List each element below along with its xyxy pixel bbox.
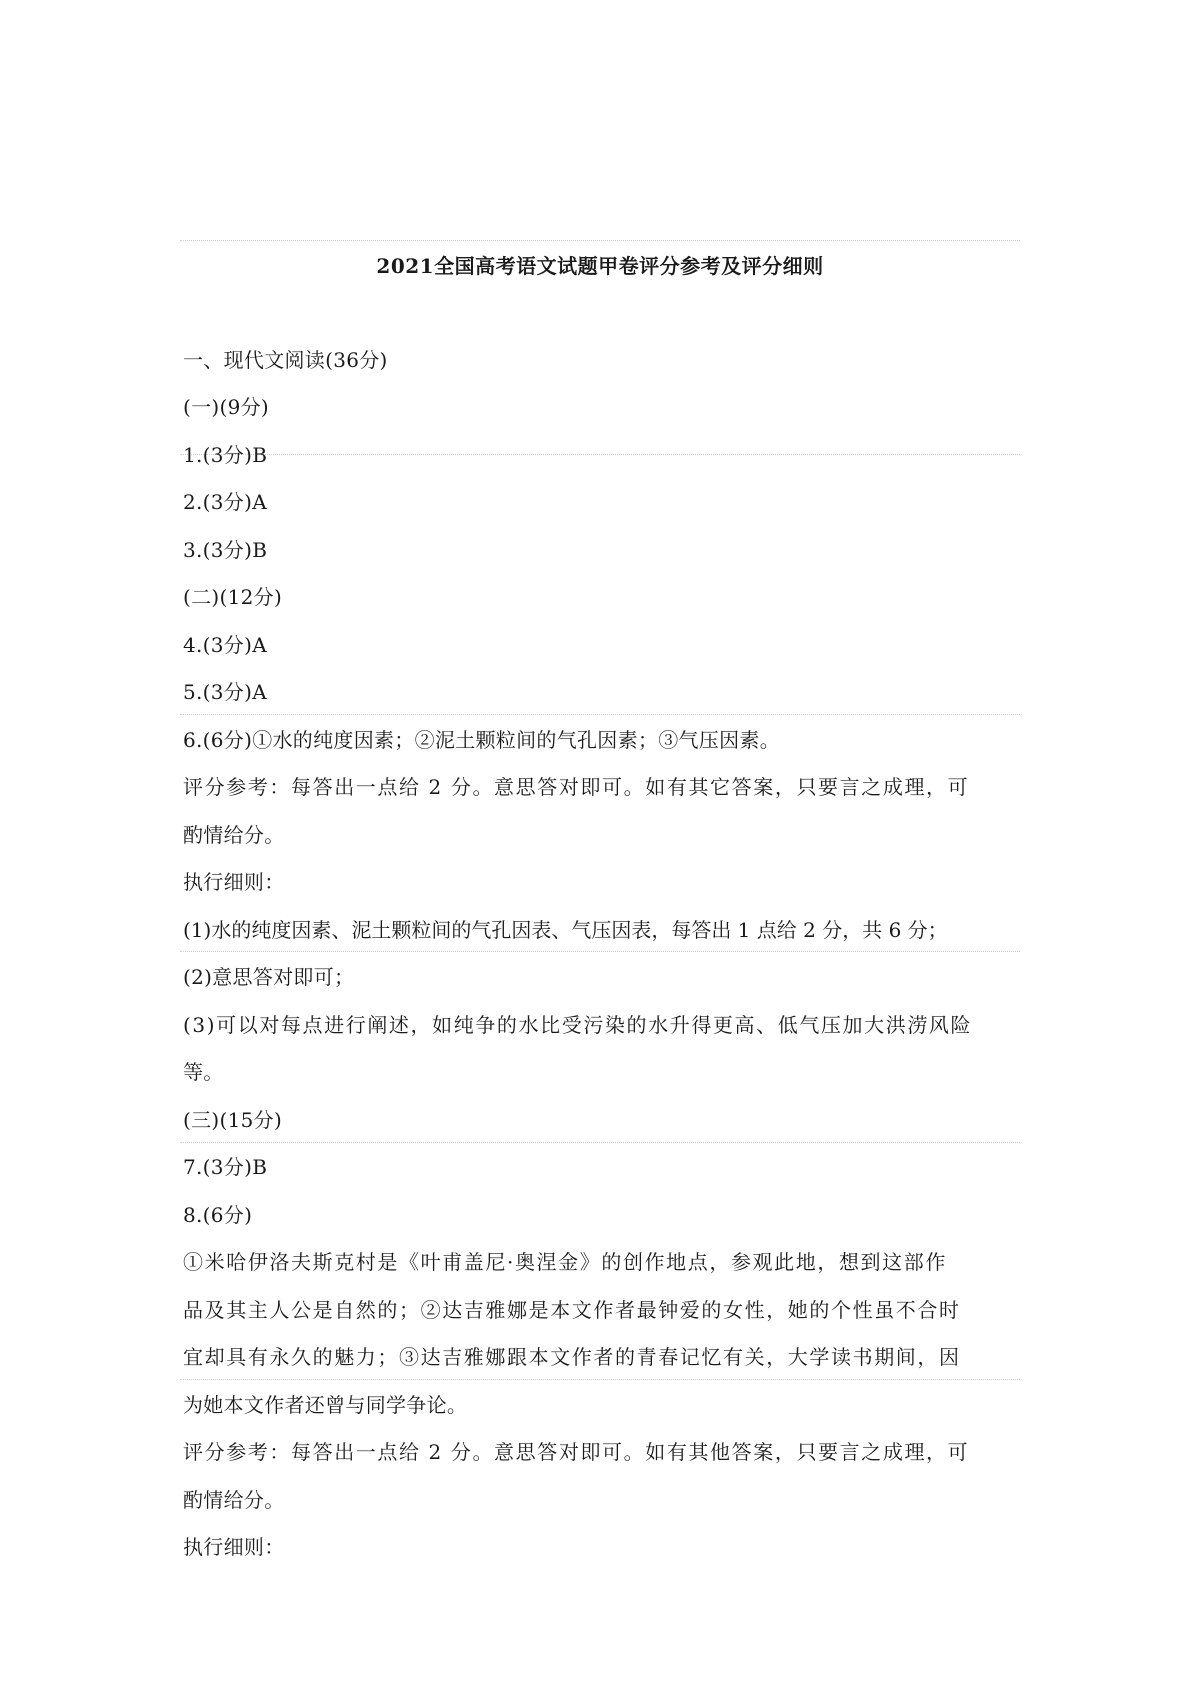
divider [180,1142,1020,1143]
subsection-heading: (二)(12分) [183,585,283,609]
paragraph-line: 酌情给分。 [183,823,285,847]
divider [180,714,1020,715]
answer-line: 2.(3分)A [183,490,267,514]
paragraph-line: (1)水的纯度因素、泥土颗粒间的气孔因表、气压因表，每答出 1 点给 2 分，共 6 分； [183,918,948,942]
paragraph-line: 执行细则： [183,870,285,894]
paragraph-line: 评分参考：每答出一点给 2 分。意思答对即可。如有其他答案，只要言之成理，可 [183,1440,970,1464]
paragraph-line: 酌情给分。 [183,1488,285,1512]
answer-line: 7.(3分)B [183,1155,268,1179]
divider [180,1379,1020,1380]
paragraph-line: 为她本文作者还曾与同学争论。 [183,1393,468,1417]
answer-line: 3.(3分)B [183,538,268,562]
answer-line: 8.(6分) [183,1203,253,1227]
subsection-heading: (一)(9分) [183,395,270,419]
paragraph-line: 品及其主人公是自然的；②达吉雅娜是本文作者最钟爱的女性，她的个性虽不合时 [183,1298,961,1322]
paragraph-line: 等。 [183,1060,224,1084]
divider [180,240,1020,241]
paragraph-line: ①米哈伊洛夫斯克村是《叶甫盖尼·奥涅金》的创作地点，参观此地，想到这部作 [183,1250,947,1274]
answer-line: 4.(3分)A [183,633,267,657]
answer-line: 1.(3分)B [183,443,268,467]
answer-line: 5.(3分)A [183,680,267,704]
answer-line: 6.(6分)①水的纯度因素；②泥土颗粒间的气孔因素；③气压因素。 [183,728,781,752]
paragraph-line: 宜却具有永久的魅力；③达吉雅娜跟本文作者的青春记忆有关，大学读书期间，因 [183,1345,961,1369]
paragraph-line: 执行细则： [183,1535,285,1559]
paragraph-line: (3)可以对每点进行阐述，如纯争的水比受污染的水升得更高、低气压加大洪涝风险 [183,1013,973,1037]
section-heading: 一、现代文阅读(36分) [183,348,388,372]
paragraph-line: (2)意思答对即可； [183,965,355,989]
document-title: 2021全国高考语文试题甲卷评分参考及评分细则 [376,254,824,278]
paragraph-line: 评分参考：每答出一点给 2 分。意思答对即可。如有其它答案，只要言之成理，可 [183,775,970,799]
subsection-heading: (三)(15分) [183,1108,283,1132]
divider [180,951,1020,952]
